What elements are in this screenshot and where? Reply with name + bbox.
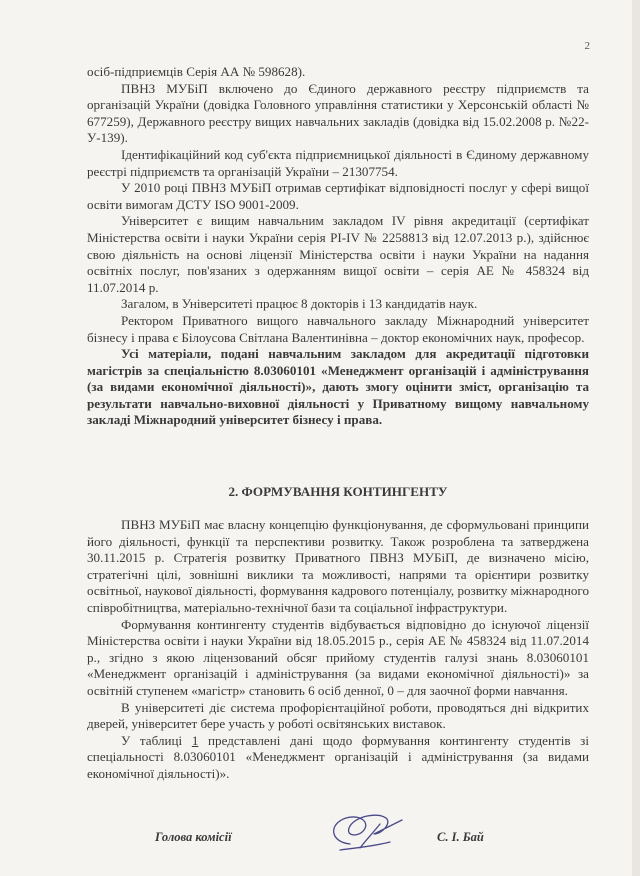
paragraph-continuation: осіб-підприємців Серія АА № 598628). bbox=[87, 64, 306, 79]
handwritten-signature-icon bbox=[320, 804, 410, 860]
signature-role: Голова комісії bbox=[155, 830, 232, 844]
signature-name: С. І. Бай bbox=[437, 830, 484, 844]
paragraph-conclusion: Усі матеріали, подані навчальним закладом для акредитації підготовки магістрів за спеціальністю 8.03060101 «Менеджмент організацій і адміністрування (за видами економічної діяльності)», дають змогу оцінити зміст, організацію та результати навчально-виховної діяльності у Приватному вищому навчальному закладі Міжнародний університет бізнесу і права. bbox=[87, 346, 589, 428]
section-heading-block bbox=[87, 484, 589, 501]
paragraph-accreditation: Університет є вищим навчальним закладом IV рівня акредитації (сертифікат Міністерства освіти і науки України серія РІ-IV № 2258813 від 12.07.2013 р.), здійснює свою діяльність на основі ліцензії Міністерства освіти і науки України на надання освітніх послуг, пов'язаних з одержанням вищої освіти – серія АЕ № 458324 від 11.07.2014 р. bbox=[87, 213, 589, 295]
paragraph-staff: Загалом, в Університеті працює 8 докторів і 13 кандидатів наук. bbox=[121, 296, 478, 312]
table-ref-after: представлені дані щодо формування контингенту студентів зі спеціальності 8.03060101 «Менеджмент організацій і адміністрування (за видами економічної діяльності)». bbox=[87, 732, 589, 781]
paragraph-rector: Ректором Приватного вищого навчального закладу Міжнародний університет бізнесу і права є Білоусова Світлана Валентинівна – доктор економічних наук, професор. bbox=[87, 312, 589, 345]
page-number: 2 bbox=[584, 40, 590, 52]
section-heading: 2. ФОРМУВАННЯ КОНТИНГЕНТУ bbox=[228, 484, 448, 499]
paragraph-career-guidance: В університеті діє система профорієнтаційної роботи, проводяться дні відкритих дверей, університет бере участь у роботі освітянських виставок. bbox=[87, 699, 589, 732]
paragraph-table-reference bbox=[87, 733, 589, 783]
paragraph-registry: ПВНЗ МУБіП включено до Єдиного державного реєстру підприємств та організацій України (довідка Головного управління статистики у Херсонській області № 677259), Державного реєстру вищих навчальних закладів (довідка від 15.02.2008 р. №22-У-139). bbox=[87, 80, 589, 146]
table-ref-number: 1 bbox=[191, 732, 199, 748]
bottom-text-block bbox=[87, 517, 589, 783]
paragraph-contingent: Формування контингенту студентів відбувається відповідно до існуючої ліцензії Міністерства освіти і науки України від 18.05.2015 р., серія АЕ № 458324 від 11.07.2014 р., згідно з якою ліцензований обсяг прийому студентів галузі знань 8.03060101 «Менеджмент організацій і адміністрування (за видами економічної діяльності)» за освітній ступенем «магістр» становить 6 осіб денної, 0 – для заочної форми навчання. bbox=[87, 616, 589, 698]
paragraph-id-code: Ідентифікаційний код суб'єкта підприємницької діяльності в Єдиному державному реєстрі підприємств та організацій України – 21307754. bbox=[87, 146, 589, 179]
paragraph-concept: ПВНЗ МУБіП має власну концепцію функціонування, де сформульовані принципи його діяльності, функції та перспективи розвитку. Також розроблена та затверджена 30.11.2015 р. Стратегія розвитку Приватного ПВНЗ МУБіП, де визначено місію, стратегічні цілі, зовнішні виклики та можливості, напрями та орієнтири розвитку освітньої, наукової діяльності, формування кадрового потенціалу, розвитку міжнародного співробітництва, матеріально-технічної бази та соціальної інфраструктури. bbox=[87, 517, 589, 615]
table-ref-before: У таблиці bbox=[121, 732, 192, 748]
top-text-block bbox=[87, 64, 589, 429]
paragraph-certificate: У 2010 році ПВНЗ МУБіП отримав сертифікат відповідності послуг у сфері вищої освіти вимогам ДСТУ ISO 9001-2009. bbox=[87, 180, 589, 212]
